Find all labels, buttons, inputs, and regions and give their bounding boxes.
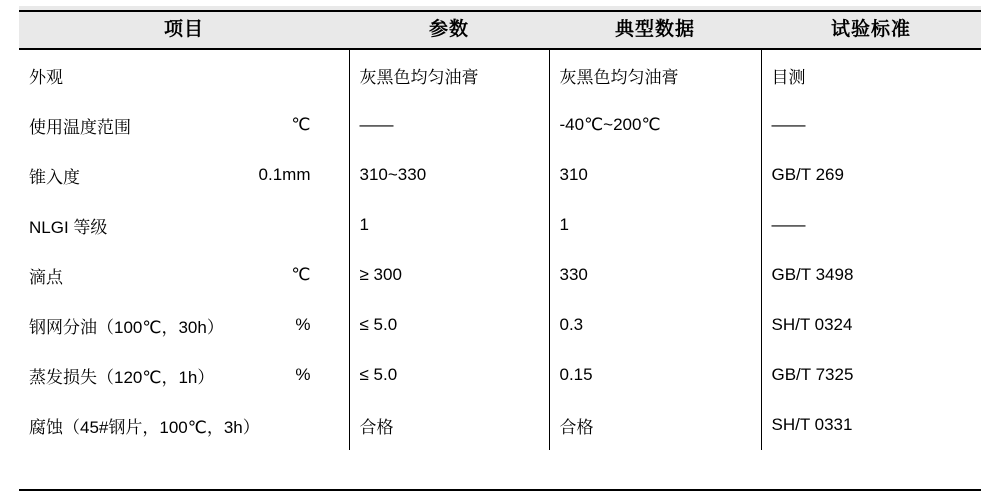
table-body [19, 49, 981, 450]
cell-parameter: 1 [349, 200, 549, 250]
cell-standard: SH/T 0324 [761, 300, 981, 350]
cell-typical: 合格 [549, 400, 761, 450]
cell-typical: 1 [549, 200, 761, 250]
item-cell-content [29, 213, 339, 238]
cell-parameter: ≤ 5.0 [349, 350, 549, 400]
item-cell-content [29, 113, 339, 138]
cell-item [19, 400, 349, 450]
item-cell-content [29, 313, 339, 338]
table-row [19, 150, 981, 200]
cell-parameter: —— [349, 100, 549, 150]
cell-parameter: ≥ 300 [349, 250, 549, 300]
cell-standard: 目测 [761, 49, 981, 100]
item-unit: ℃ [291, 115, 311, 134]
item-unit: 0.1mm [258, 165, 311, 184]
cell-typical: 灰黑色均匀油膏 [549, 49, 761, 100]
specification-table [19, 6, 981, 450]
cell-standard: GB/T 7325 [761, 350, 981, 400]
cell-item [19, 100, 349, 150]
table-row [19, 200, 981, 250]
item-label: 使用温度范围 [29, 117, 131, 137]
cell-typical: -40℃~200℃ [549, 100, 761, 150]
cell-typical: 310 [549, 150, 761, 200]
item-cell-content [29, 163, 339, 188]
column-header-item: 项目 [19, 6, 349, 49]
column-header-test-standard: 试验标准 [761, 6, 981, 49]
cell-typical: 330 [549, 250, 761, 300]
cell-standard: GB/T 269 [761, 150, 981, 200]
item-label: 钢网分油（100℃，30h） [29, 317, 224, 337]
cell-parameter: 灰黑色均匀油膏 [349, 49, 549, 100]
cell-parameter: ≤ 5.0 [349, 300, 549, 350]
item-label: 蒸发损失（120℃，1h） [29, 367, 215, 387]
column-header-typical-data: 典型数据 [549, 6, 761, 49]
item-cell-content [29, 363, 339, 388]
table-row [19, 400, 981, 450]
spec-sheet [0, 6, 1000, 495]
item-unit: % [295, 365, 311, 384]
cell-item [19, 350, 349, 400]
item-cell-content [29, 263, 339, 288]
header-row [19, 6, 981, 49]
item-label: 外观 [29, 67, 63, 87]
cell-parameter: 310~330 [349, 150, 549, 200]
item-cell-content [29, 413, 339, 438]
table-row [19, 300, 981, 350]
cell-standard: SH/T 0331 [761, 400, 981, 450]
column-header-parameter: 参数 [349, 6, 549, 49]
table-row [19, 49, 981, 100]
cell-item [19, 250, 349, 300]
bottom-rule [19, 489, 981, 491]
item-cell-content [29, 63, 339, 88]
item-unit: ℃ [291, 265, 311, 284]
item-label: NLGI 等级 [29, 217, 108, 237]
top-rule [19, 10, 981, 12]
table-row [19, 350, 981, 400]
cell-item [19, 49, 349, 100]
cell-standard: —— [761, 200, 981, 250]
cell-standard: —— [761, 100, 981, 150]
item-label: 滴点 [29, 267, 63, 287]
cell-typical: 0.15 [549, 350, 761, 400]
table-row [19, 100, 981, 150]
table-row [19, 250, 981, 300]
cell-item [19, 300, 349, 350]
table-header [19, 6, 981, 49]
cell-item [19, 150, 349, 200]
cell-typical: 0.3 [549, 300, 761, 350]
item-label: 锥入度 [29, 167, 80, 187]
cell-parameter: 合格 [349, 400, 549, 450]
cell-standard: GB/T 3498 [761, 250, 981, 300]
cell-item [19, 200, 349, 250]
item-unit: % [295, 315, 311, 334]
item-label: 腐蚀（45#钢片，100℃，3h） [29, 417, 260, 437]
